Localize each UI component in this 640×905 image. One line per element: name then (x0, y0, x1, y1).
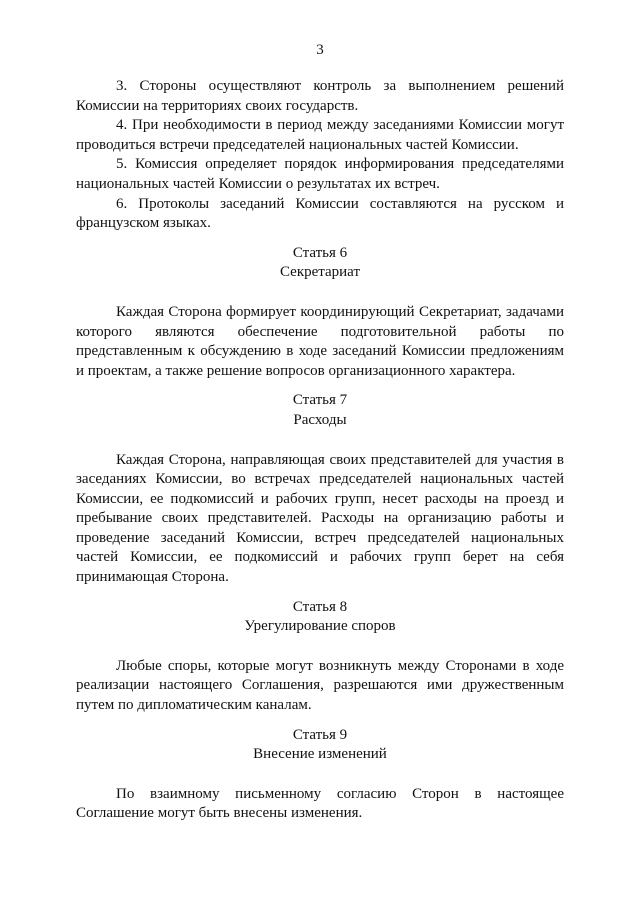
clause-paragraph: 5. Комиссия определяет порядок информирования председателями национальных частей Комиссии о результатах их встреч. (76, 156, 564, 192)
article-section (76, 391, 564, 587)
article-section (76, 726, 564, 824)
article-number: Статья 6 (292, 244, 348, 261)
article-text: Каждая Сторона формирует координирующий Секретариат, задачами которого являются обеспечение подготовительной работы по представленным к обсуждению в ходе заседаний Комиссии предложениям и проектам, а также решение вопросов организационного характера. (76, 303, 564, 379)
clause-paragraph: 3. Стороны осуществляют контроль за выполнением решений Комиссии на территориях своих государств. (76, 78, 564, 114)
article-number: Статья 8 (292, 598, 348, 615)
article-text: По взаимному письменному согласию Сторон в настоящее Соглашение могут быть внесены изменения. (76, 785, 564, 822)
intro-section (76, 77, 564, 234)
document-body (76, 77, 564, 824)
article-title: Секретариат (279, 264, 361, 281)
article-text: Каждая Сторона, направляющая своих представителей для участия в заседаниях Комиссии, во встречах председателей национальных частей Комиссии, ее подкомиссий и рабочих групп, несет расходы на проезд и пребывание своих представителей. Расходы на организацию работы и проведение заседаний Комиссии, встреч председателей национальных частей Комиссии, ее подкомиссий и рабочих групп берет на себя принимающая Сторона. (76, 451, 564, 586)
article-section (76, 244, 564, 382)
article-title: Урегулирование споров (244, 618, 396, 635)
article-title: Внесение изменений (253, 746, 387, 763)
article-number: Статья 7 (292, 392, 348, 409)
article-section (76, 598, 564, 716)
article-number: Статья 9 (292, 726, 348, 743)
article-title: Расходы (293, 411, 347, 428)
clause-paragraph: 6. Протоколы заседаний Комиссии составляются на русском и французском языках. (76, 195, 564, 232)
article-text: Любые споры, которые могут возникнуть между Сторонами в ходе реализации настоящего Соглашения, разрешаются ими дружественным путем по дипломатическим каналам. (76, 657, 564, 714)
clause-paragraph: 4. При необходимости в период между заседаниями Комиссии могут проводиться встречи председателей национальных частей Комиссии. (76, 117, 564, 153)
page-number: 3 (316, 42, 324, 58)
